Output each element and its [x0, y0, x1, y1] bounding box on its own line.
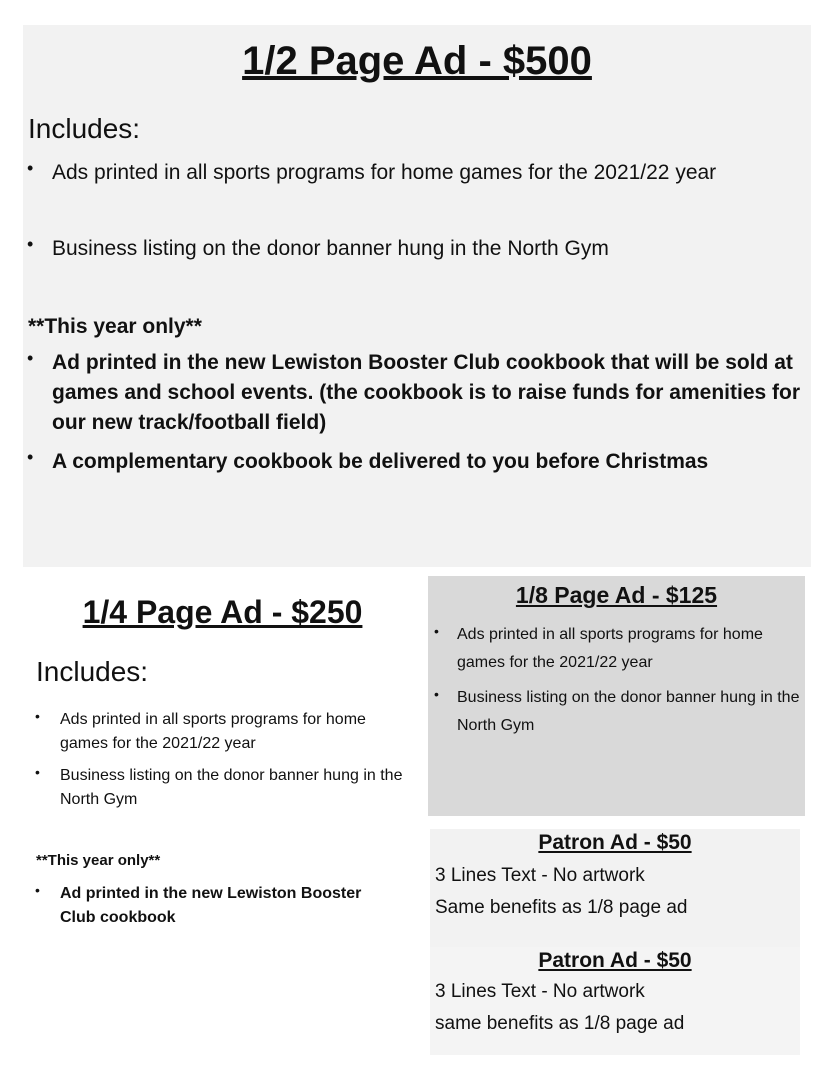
patron-ad-line: 3 Lines Text - No artwork — [435, 981, 645, 1002]
bullet-icon: • — [35, 764, 40, 780]
bullet-icon: • — [35, 882, 40, 898]
bullet-icon: • — [27, 447, 34, 467]
quarter-page-includes-label: Includes: — [36, 656, 149, 687]
bullet-icon: • — [35, 708, 40, 724]
list-item-text: Ad printed in the new Lewiston Booster Club cookbook that will be sold at games and school events. (the cookbook is to raise funds for amenities for our new track/football field) — [52, 351, 801, 434]
patron-ad-title: Patron Ad - $50 — [538, 831, 692, 854]
patron-ad-section — [430, 947, 800, 1055]
quarter-page-ad-title: 1/4 Page Ad - $250 — [82, 594, 363, 630]
list-item-text: Ads printed in all sports programs for home games for the 2021/22 year — [52, 161, 717, 184]
bullet-icon: • — [27, 348, 34, 368]
list-item-text: Business listing on the donor banner hung in the North Gym — [52, 237, 609, 260]
bullet-icon: • — [434, 623, 439, 639]
list-item-text: A complementary cookbook be delivered to you before Christmas — [52, 450, 709, 473]
half-page-includes-label: Includes: — [28, 113, 141, 144]
bullet-icon: • — [434, 686, 439, 702]
list-item-text: Ads printed in all sports programs for home games for the 2021/22 year — [457, 626, 763, 671]
list-item-text: Ad printed in the new Lewiston Booster Club cookbook — [60, 885, 362, 926]
bullet-icon: • — [27, 158, 34, 178]
list-item-text: Business listing on the donor banner hung in the North Gym — [457, 689, 800, 734]
half-page-ad-title: 1/2 Page Ad - $500 — [242, 39, 592, 83]
patron-ad-line: 3 Lines Text - No artwork — [435, 865, 645, 886]
quarter-page-ad-section — [25, 580, 420, 980]
eighth-page-ad-section — [428, 576, 805, 816]
bullet-icon: • — [27, 234, 34, 254]
list-item-text: Business listing on the donor banner hung in the North Gym — [60, 767, 403, 808]
patron-ad-line: Same benefits as 1/8 page ad — [435, 897, 688, 918]
patron-ad-section — [430, 829, 800, 947]
patron-ad-line: same benefits as 1/8 page ad — [435, 1013, 685, 1034]
patron-ad-title: Patron Ad - $50 — [538, 949, 692, 972]
eighth-page-ad-title: 1/8 Page Ad - $125 — [515, 582, 718, 608]
list-item-text: Ads printed in all sports programs for home games for the 2021/22 year — [60, 711, 366, 752]
half-page-this-year-only-label: **This year only** — [28, 315, 202, 338]
quarter-page-this-year-only-label: **This year only** — [36, 852, 161, 869]
half-page-ad-section — [23, 25, 811, 567]
